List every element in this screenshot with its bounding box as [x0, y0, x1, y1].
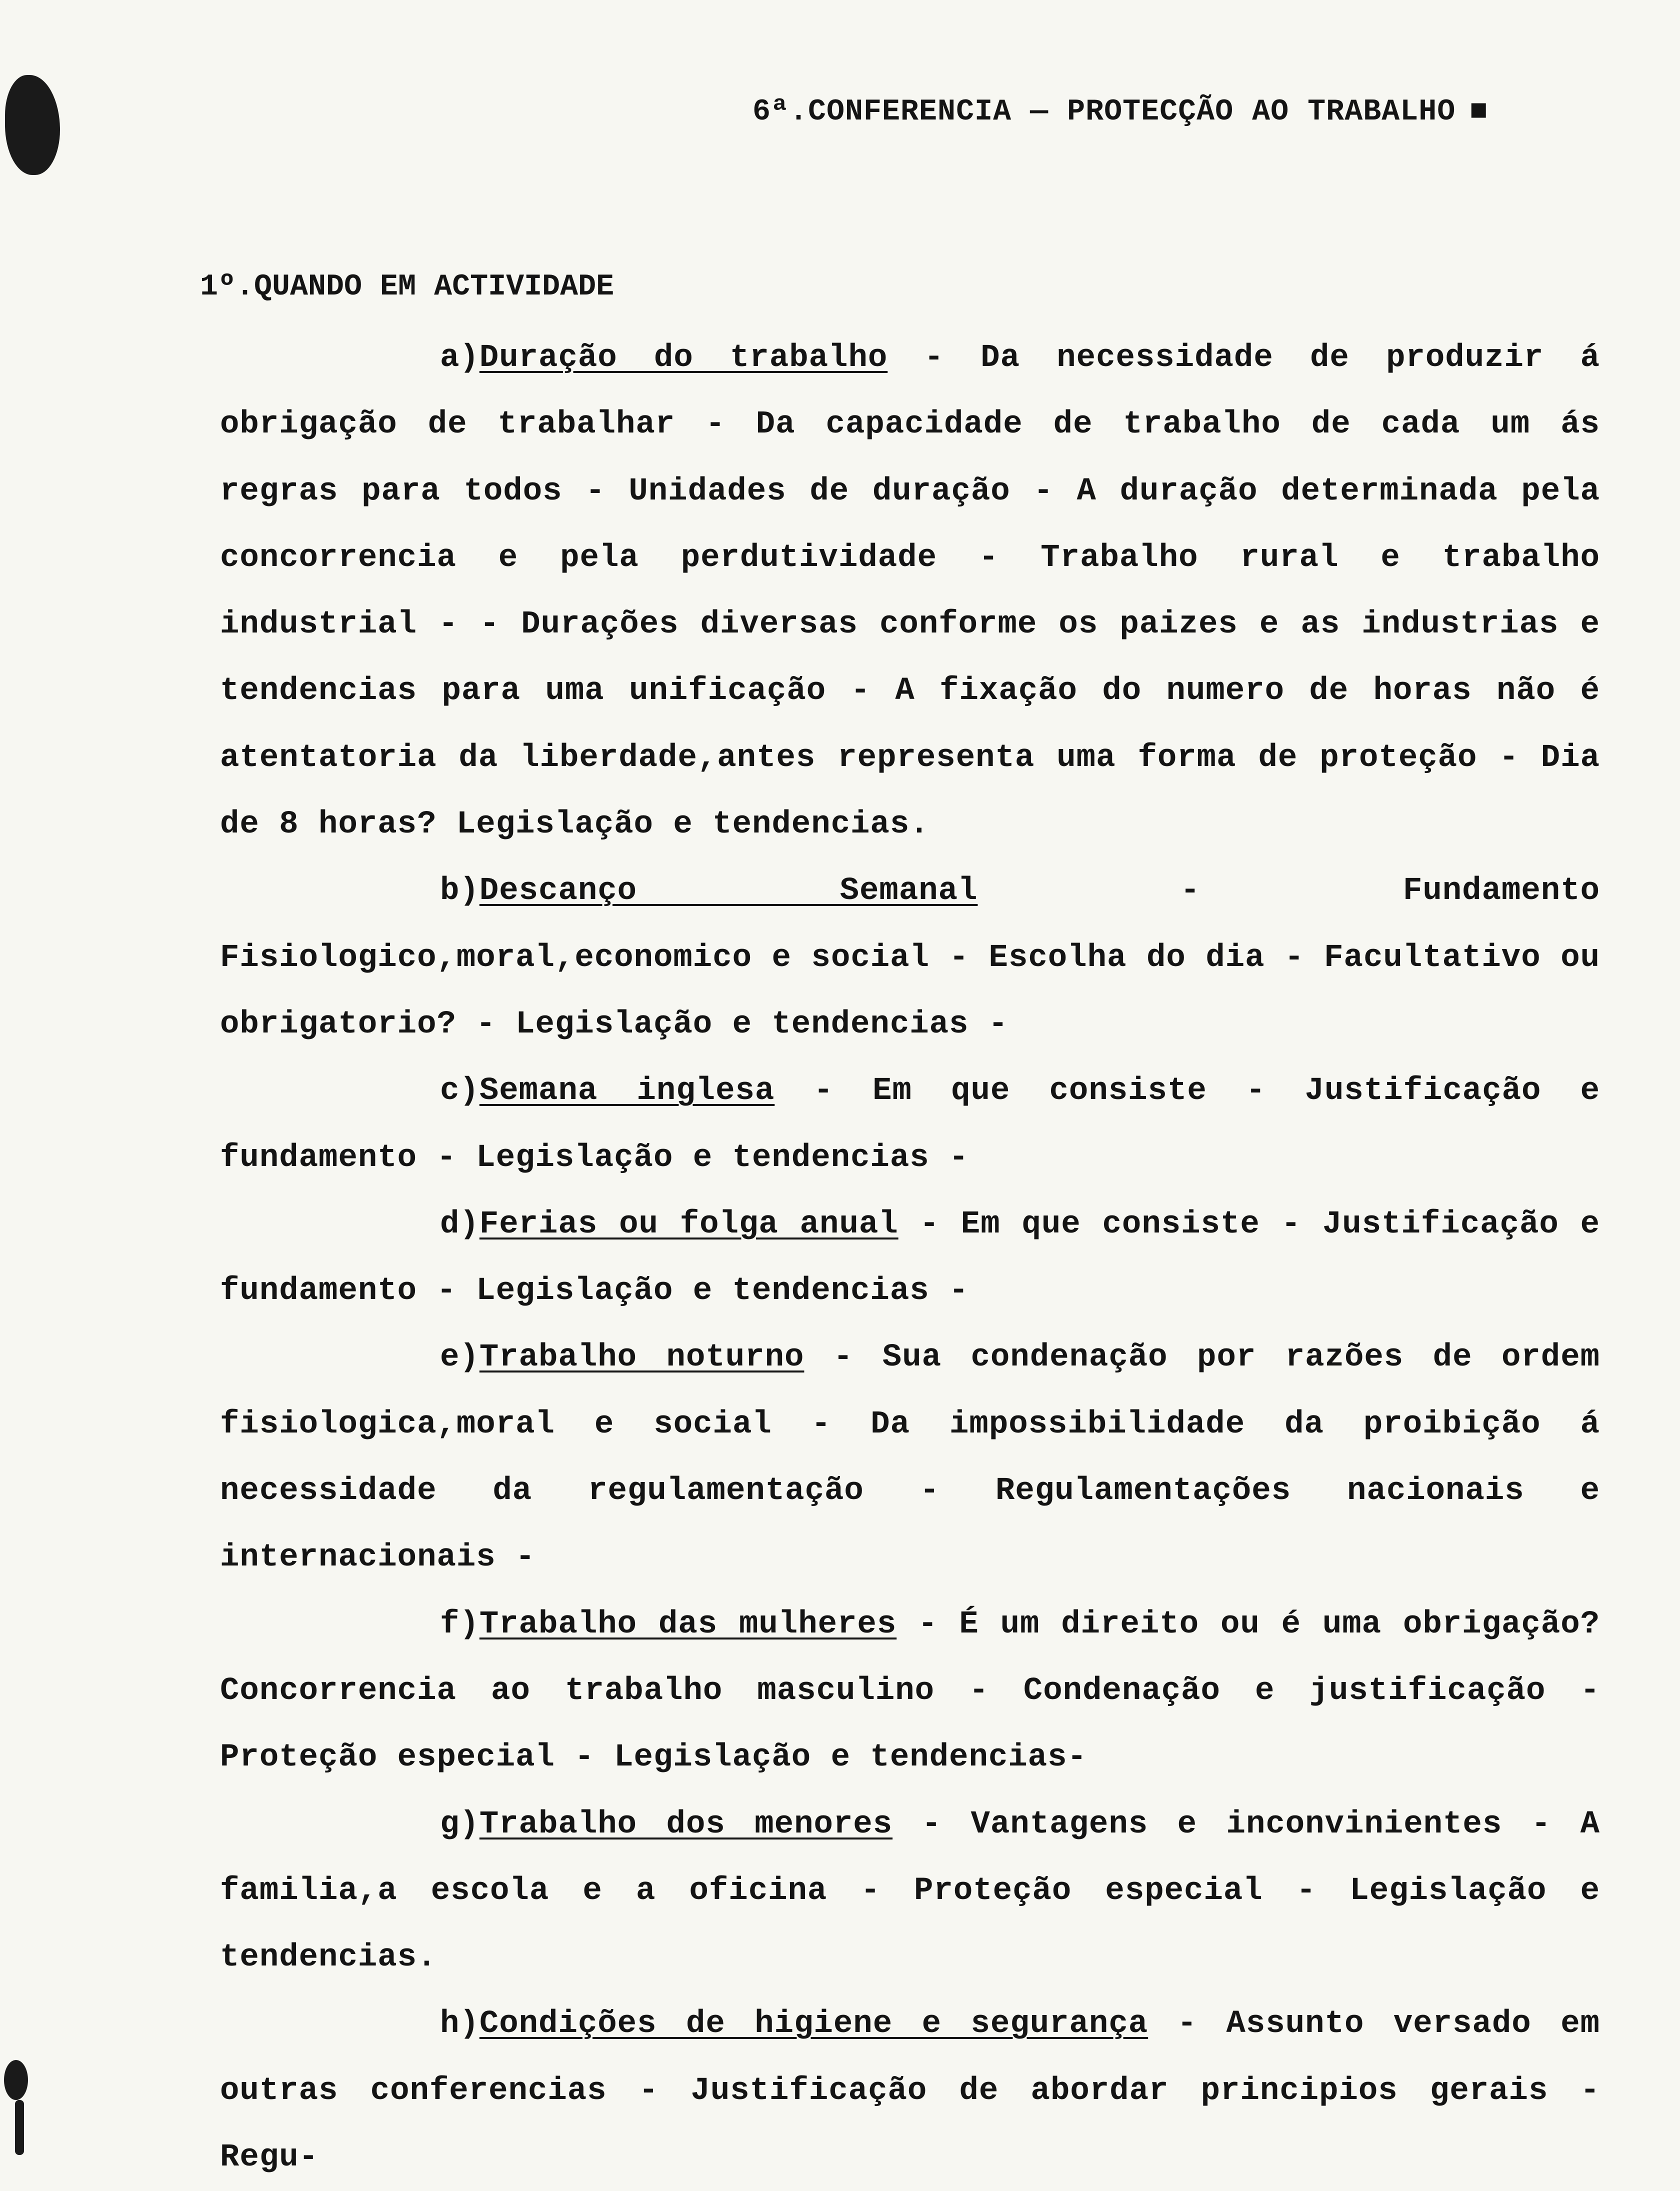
page-header [752, 95, 1488, 129]
item-text: - Em que consiste - Justificação e fundamento - Legislação e tendencias - [220, 1206, 1600, 1310]
item-h [220, 1991, 1600, 2191]
item-title: Ferias ou folga anual [479, 1206, 898, 1242]
item-title: Descanço Semanal [479, 873, 978, 910]
item-c [220, 1058, 1600, 1192]
item-title: Condições de higiene e segurança [479, 2006, 1148, 2042]
item-text: - Assunto versado em outras conferencias - Justificação de abordar principios gerais - Regu- [220, 2006, 1600, 2176]
scan-blot [5, 75, 60, 175]
item-label: b) [440, 873, 480, 910]
item-label: h) [440, 2006, 480, 2042]
item-label: f) [440, 1606, 480, 1642]
item-title: Trabalho noturno [479, 1340, 804, 1376]
item-g [220, 1792, 1600, 1992]
item-text: - Fundamento Fisiologico,moral,economico e social - Escolha do dia - Facultativo ou obrigatorio? - Legislação e tendencias - [220, 873, 1600, 1042]
item-e [220, 1324, 1600, 1591]
scan-blot [4, 2060, 28, 2100]
conference-title: 6ª.CONFERENCIA — PROTECÇÃO AO TRABALHO [752, 95, 1456, 129]
document-body [220, 325, 1600, 2191]
item-f [220, 1592, 1600, 1792]
item-text: - Em que consiste - Justificação e fundamento - Legislação e tendencias - [220, 1073, 1600, 1176]
item-label: e) [440, 1340, 480, 1376]
section-heading: 1º.QUANDO EM ACTIVIDADE [200, 270, 614, 304]
item-a [220, 325, 1600, 858]
item-text: - Sua condenação por razões de ordem fisiologica,moral e social - Da impossibilidade da proibição á necessidade da regulamentação - Regulamentações nacionais e internacionais - [220, 1340, 1600, 1576]
item-label: g) [440, 1806, 480, 1842]
item-title: Trabalho das mulheres [479, 1606, 897, 1642]
item-label: d) [440, 1206, 480, 1242]
item-title: Duração do trabalho [479, 340, 888, 376]
item-title: Semana inglesa [479, 1073, 775, 1110]
item-label: c) [440, 1073, 480, 1110]
scan-blot [15, 2100, 24, 2155]
header-bullet: ■ [1470, 95, 1488, 129]
item-d [220, 1192, 1600, 1325]
item-text: - Vantagens e inconvinientes - A familia,a escola e a oficina - Proteção especial - Legislação e tendencias. [220, 1806, 1600, 1976]
item-text: - Da necessidade de produzir á obrigação de trabalhar - Da capacidade de trabalho de cada um ás regras para todos - Unidades de duração - A duração determinada pela concorrencia e pela perdutividade - Trabalho rural e trabalho industrial - - Durações diversas conforme os paizes e as industrias e tendencias para uma unificação - A fixação do numero de horas não é atentatoria da liberdade,antes representa uma forma de proteção - Dia de 8 horas? Legislação e tendencias. [220, 340, 1600, 843]
item-title: Trabalho dos menores [479, 1806, 893, 1842]
item-label: a) [440, 340, 480, 376]
item-text: - É um direito ou é uma obrigação? Concorrencia ao trabalho masculino - Condenação e justificação - Proteção especial - Legislação e tendencias- [220, 1606, 1600, 1776]
item-b [220, 858, 1600, 1058]
